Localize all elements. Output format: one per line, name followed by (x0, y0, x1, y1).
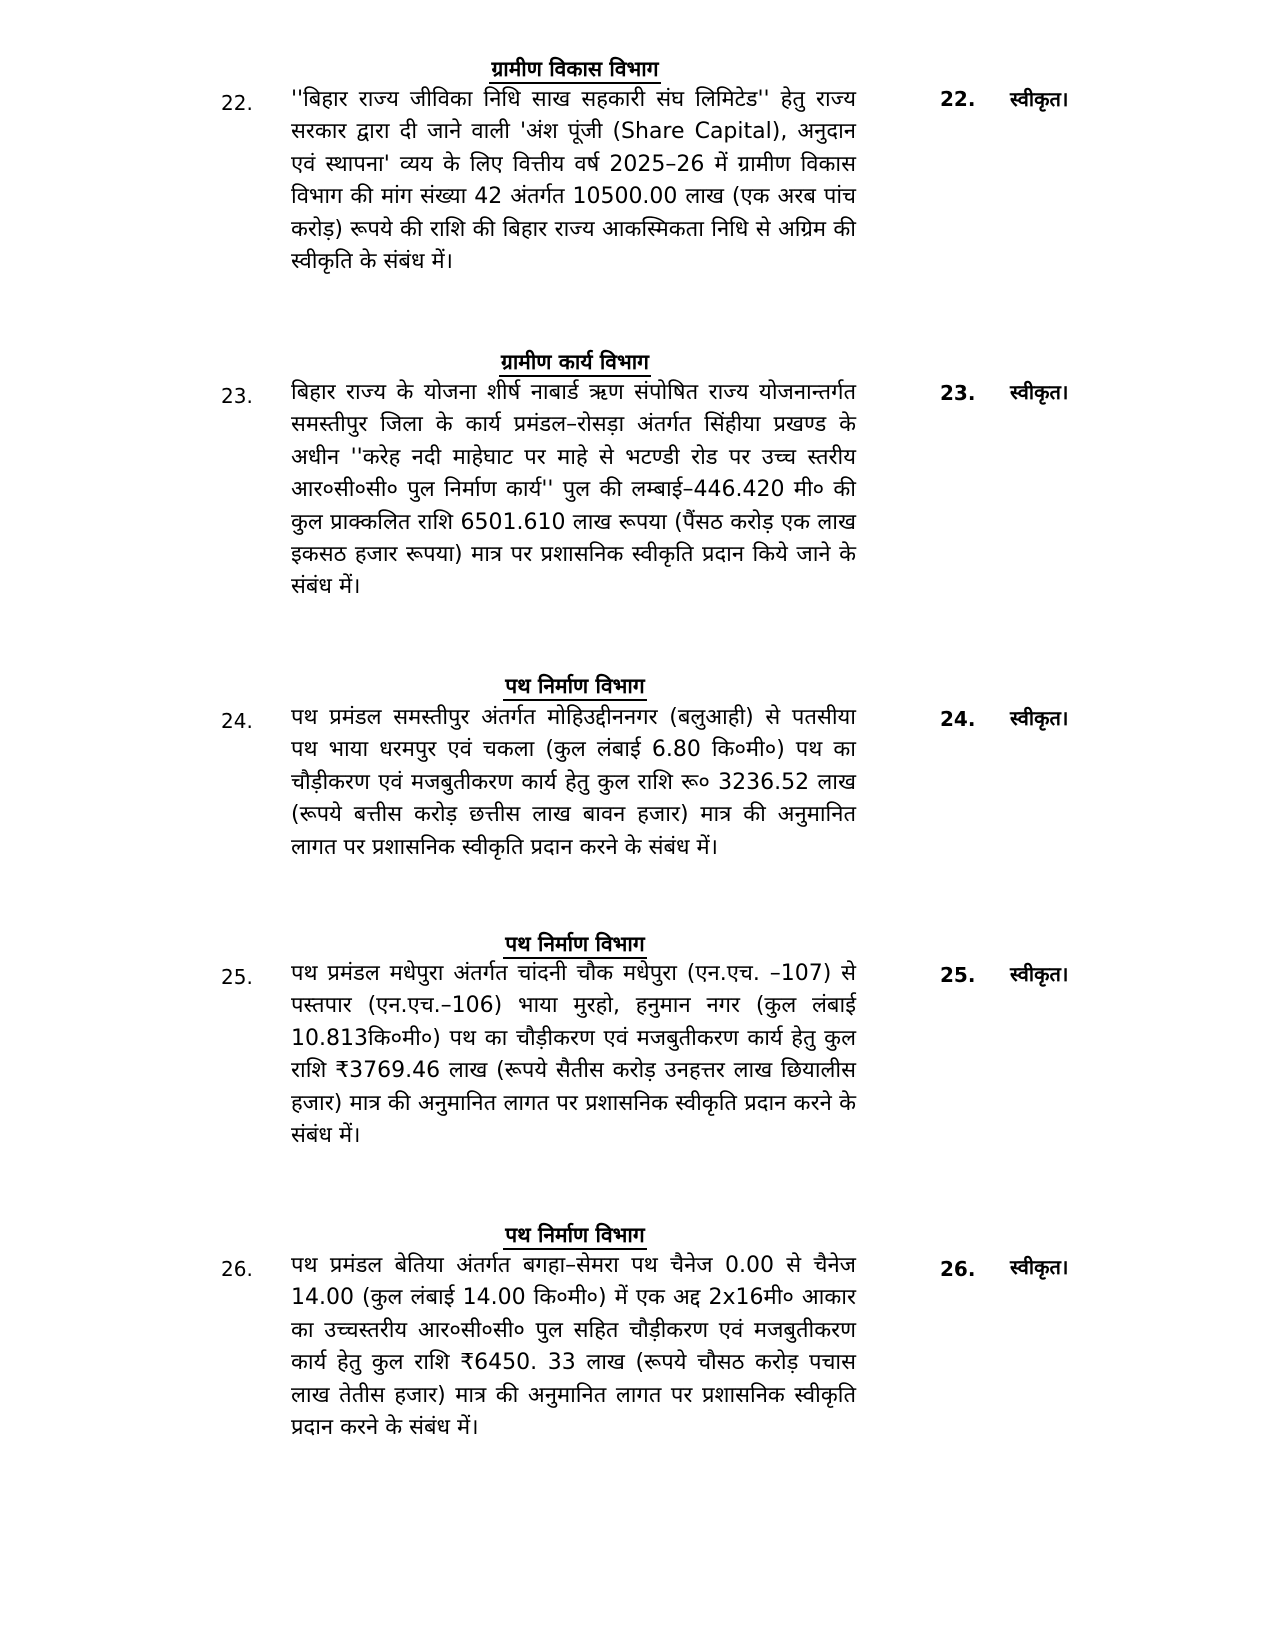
item-number: 26. (221, 1257, 253, 1281)
department-heading: पथ निर्माण विभाग (290, 930, 860, 958)
result-number: 25. (940, 963, 976, 987)
result-status: स्वीकृत। (1010, 87, 1069, 111)
item-number: 22. (221, 91, 253, 115)
result-status: स्वीकृत। (1010, 380, 1069, 404)
result-number: 26. (940, 1257, 976, 1281)
item-number: 24. (221, 709, 253, 733)
result-number: 23. (940, 381, 976, 405)
department-heading: ग्रामीण कार्य विभाग (290, 348, 860, 376)
department-heading: पथ निर्माण विभाग (290, 672, 860, 700)
department-heading: पथ निर्माण विभाग (290, 1221, 860, 1249)
item-description: पथ प्रमंडल मधेपुरा अंतर्गत चांदनी चौक मधेपुरा (एन.एच. –107) से पस्तपार (एन.एच.–106) भाया मुरहो, हनुमान नगर (कुल लंबाई 10.813कि०मी०) पथ का चौड़ीकरण एवं मजबुतीकरण कार्य हेतु कुल राशि ₹3769.46 लाख (रूपये सैतीस करोड़ उनहत्तर लाख छियालीस हजार) मात्र की अनुमानित लागत पर प्रशासनिक स्वीकृति प्रदान करने के संबंध में। (291, 961, 856, 1149)
result-status: स्वीकृत। (1010, 706, 1069, 730)
result-status: स्वीकृत। (1010, 1255, 1069, 1279)
department-heading: ग्रामीण विकास विभाग (290, 55, 860, 83)
item-description: पथ प्रमंडल बेतिया अंतर्गत बगहा–सेमरा पथ चैनेज 0.00 से चैनेज 14.00 (कुल लंबाई 14.00 कि०मी०) में एक अद्द 2x16मी० आकार का उच्चस्तरीय आर०सी०सी० पुल सहित चौड़ीकरण एवं मजबुतीकरण कार्य हेतु कुल राशि ₹6450. 33 लाख (रूपये चौसठ करोड़ पचास लाख तेतीस हजार) मात्र की अनुमानित लागत पर प्रशासनिक स्वीकृति प्रदान करने के संबंध में। (291, 1253, 856, 1441)
item-description: पथ प्रमंडल समस्तीपुर अंतर्गत मोहिउद्दीननगर (बलुआही) से पतसीया पथ भाया धरमपुर एवं चकला (कुल लंबाई 6.80 कि०मी०) पथ का चौड़ीकरण एवं मजबुतीकरण कार्य हेतु कुल राशि रू० 3236.52 लाख (रूपये बत्तीस करोड़ छत्तीस लाख बावन हजार) मात्र की अनुमानित लागत पर प्रशासनिक स्वीकृति प्रदान करने के संबंध में। (291, 705, 856, 860)
result-status: स्वीकृत। (1010, 962, 1069, 986)
item-number: 25. (221, 965, 253, 989)
item-number: 23. (221, 384, 253, 408)
item-description: ''बिहार राज्य जीविका निधि साख सहकारी संघ लिमिटेड'' हेतु राज्य सरकार द्वारा दी जाने वाली 'अंश पूंजी (Share Capital), अनुदान एवं स्थापना' व्यय के लिए वित्तीय वर्ष 2025–26 में ग्रामीण विकास विभाग की मांग संख्या 42 अंतर्गत 10500.00 लाख (एक अरब पांच करोड़) रूपये की राशि की बिहार राज्य आकस्मिकता निधि से अग्रिम की स्वीकृति के संबंध में। (291, 87, 856, 275)
result-number: 24. (940, 707, 976, 731)
result-number: 22. (940, 87, 976, 111)
item-description: बिहार राज्य के योजना शीर्ष नाबार्ड ऋण संपोषित राज्य योजनान्तर्गत समस्तीपुर जिला के कार्य प्रमंडल–रोसड़ा अंतर्गत सिंहीया प्रखण्ड के अधीन ''करेह नदी माहेघाट पर माहे से भटण्डी रोड पर उच्च स्तरीय आर०सी०सी० पुल निर्माण कार्य'' पुल की लम्बाई–446.420 मी० की कुल प्राक्कलित राशि 6501.610 लाख रूपया (पैंसठ करोड़ एक लाख इकसठ हजार रूपया) मात्र पर प्रशासनिक स्वीकृति प्रदान किये जाने के संबंध में। (291, 380, 856, 600)
